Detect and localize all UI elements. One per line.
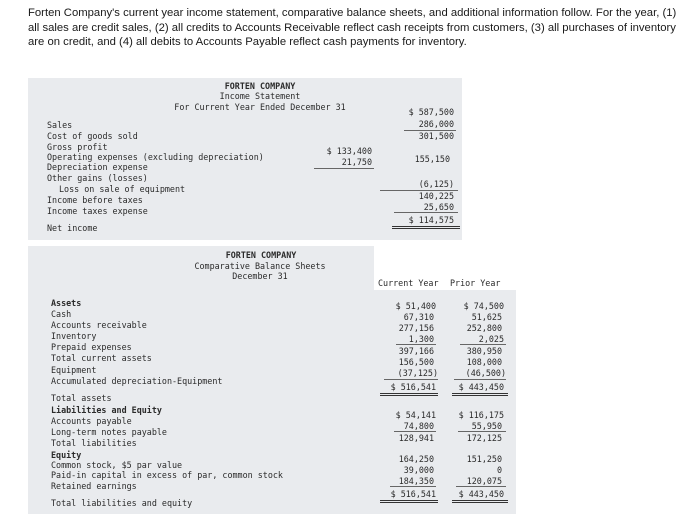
double-rule [392,226,460,227]
current-amount: 128,941 [398,433,434,443]
balance-company: FORTEN COMPANY [225,250,297,260]
rule [454,379,506,380]
current-amount: $ 51,400 [395,301,436,311]
rule [460,344,506,345]
current-amount: (37,125) [397,368,438,378]
prior-amount: $ 74,500 [463,301,504,311]
rule [394,431,436,432]
current-amount: 184,350 [398,476,434,486]
double-rule [452,502,508,503]
balance-label: Paid-in capital in excess of par, common stock [51,470,283,480]
rule [458,431,506,432]
prior-amount: 172,125 [466,433,502,443]
current-amount: 1,300 [408,334,434,344]
income-label: Depreciation expense [47,162,148,172]
balance-label: Assets [51,298,82,308]
balance-amounts [374,290,516,514]
double-rule [380,393,438,394]
balance-label: Equipment [51,365,97,375]
balance-label: Retained earnings [51,481,137,491]
income-company: FORTEN COMPANY [224,81,296,91]
income-label: Income taxes expense [47,206,148,216]
balance-label: Accounts receivable [51,320,147,330]
income-amount: 25,650 [423,202,454,212]
double-rule [392,228,460,229]
double-rule [452,393,508,394]
balance-title: Comparative Balance Sheets [194,261,326,271]
balance-sheet [28,246,374,514]
prior-amount: 2,025 [478,334,504,344]
prior-amount: (46,500) [465,368,506,378]
balance-label: Total current assets [51,353,152,363]
prior-amount: 252,800 [466,323,502,333]
balance-label: Total liabilities [51,438,137,448]
double-rule [380,502,438,503]
current-amount: $ 54,141 [395,410,436,420]
current-amount: 156,500 [398,357,434,367]
current-amount: $ 516,541 [390,489,436,499]
income-label: Cost of goods sold [47,131,138,141]
double-rule [380,500,438,501]
income-label: Net income [47,223,98,233]
double-rule [452,500,508,501]
rule [456,486,506,487]
prior-amount: $ 443,450 [458,382,504,392]
double-rule [452,395,508,396]
rule [384,379,438,380]
income-statement [28,78,462,240]
current-amount: 397,166 [398,346,434,356]
income-label: Sales [47,120,73,130]
prior-amount: 0 [496,465,502,475]
balance-label: Accounts payable [51,416,132,426]
income-amount: $ 587,500 [408,107,454,117]
prior-amount: 380,950 [466,346,502,356]
rule [396,344,436,345]
income-amount: 301,500 [418,131,454,141]
income-mid-amount: 21,750 [341,157,372,167]
col-header-current: Current Year [378,278,439,288]
current-amount: 74,800 [403,421,434,431]
income-amount: 155,150 [414,154,450,164]
prior-amount: 51,625 [471,312,502,322]
income-mid-amount: $ 133,400 [326,146,372,156]
balance-label: Equity [51,450,82,460]
balance-label: Cash [51,309,72,319]
income-label: Operating expenses (excluding depreciation) [47,152,264,162]
income-amount: (6,125) [418,179,454,189]
prior-amount: 55,950 [471,421,502,431]
balance-label: Prepaid expenses [51,342,132,352]
income-amount: 286,000 [418,119,454,129]
col-header-prior: Prior Year [450,278,501,288]
prior-amount: 108,000 [466,357,502,367]
prior-amount: $ 116,175 [458,410,504,420]
current-amount: 39,000 [403,465,434,475]
balance-label: Inventory [51,331,97,341]
income-title: Income Statement [219,91,301,101]
prior-amount: 120,075 [466,476,502,486]
rule [394,212,458,213]
income-label: Other gains (losses) [47,173,148,183]
balance-label: Long-term notes payable [51,427,167,437]
double-rule [380,395,438,396]
prior-amount: $ 443,450 [458,489,504,499]
balance-label: Total assets [51,393,112,403]
balance-label: Liabilities and Equity [51,405,162,415]
current-amount: $ 516,541 [390,382,436,392]
income-label: Income before taxes [47,195,143,205]
rule [390,486,436,487]
balance-date: December 31 [232,271,288,281]
problem-intro: Forten Company's current year income statement, comparative balance sheets, and additional information follow. For the year, (1) all sales are credit sales, (2) all credits to Accounts Receivable reflect cash receipts from customers, (3) all purchases of inventory are on credit, and (4) all debits to Accounts Payable reflect cash payments for inventory. [28,7,677,48]
current-amount: 277,156 [398,323,434,333]
income-label: Loss on sale of equipment [59,184,186,194]
income-amount: $ 114,575 [408,215,454,225]
income-period: For Current Year Ended December 31 [174,102,346,112]
current-amount: 164,250 [398,454,434,464]
current-amount: 67,310 [403,312,434,322]
income-label: Gross profit [47,142,108,152]
rule [314,168,374,169]
balance-label: Accumulated depreciation-Equipment [51,376,223,386]
balance-label: Total liabilities and equity [51,498,193,508]
prior-amount: 151,250 [466,454,502,464]
balance-label: Common stock, $5 par value [51,460,183,470]
income-amount: 140,225 [418,191,454,201]
